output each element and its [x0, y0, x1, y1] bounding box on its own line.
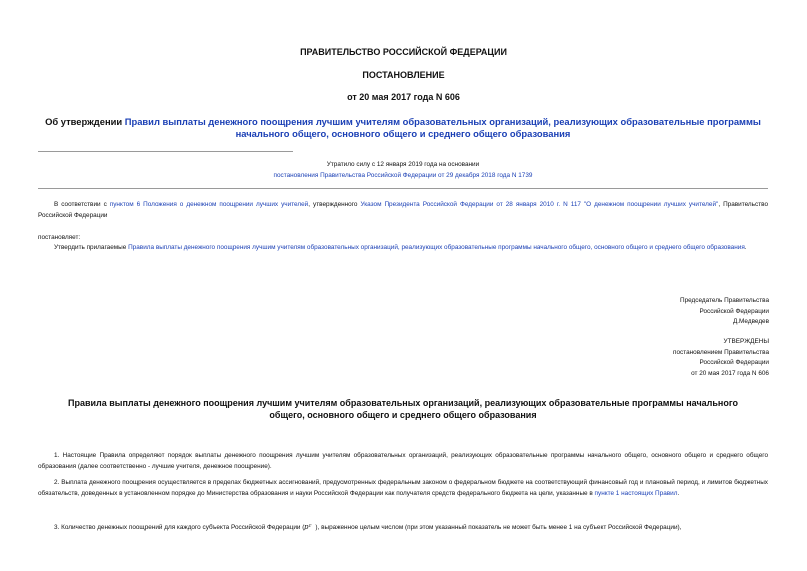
- status-line: Утратило силу с 12 января 2019 года на основании: [326, 161, 480, 168]
- signature-line-2: Российской Федерации: [699, 307, 769, 315]
- formula-symbol-icon: [304, 522, 315, 530]
- preamble-paragraph: [38, 199, 768, 221]
- approved-line-2: постановлением Правительства: [673, 348, 769, 356]
- government-heading: ПРАВИТЕЛЬСТВО РОССИЙСКОЙ ФЕДЕРАЦИИ: [300, 47, 507, 57]
- approved-line-4: от 20 мая 2017 года N 606: [691, 369, 769, 377]
- divider-bottom: [38, 188, 768, 189]
- preamble-link-polozhenie[interactable]: пунктом 6 Положения о денежном поощрении лучших учителей: [109, 201, 309, 208]
- preamble-text-3: , Правительство Российской Федерации: [38, 201, 768, 219]
- decree-text-1: Утвердить прилагаемые: [54, 244, 129, 251]
- signature-line-3: Д.Медведев: [732, 318, 769, 325]
- item-2-link[interactable]: пункте 1 настоящих Правил: [594, 490, 678, 497]
- decree-rules-link[interactable]: Правила выплаты денежного поощрения лучшим учителям образовательных организаций, реализующих образовательные программы начального общего, основного общего и среднего общего образования: [128, 244, 745, 251]
- decree-word: постановляет:: [38, 234, 81, 241]
- rules-item-2: [38, 477, 768, 499]
- title-rules-link[interactable]: Правил выплаты денежного поощрения лучшим учителям образовательных организаций, реализующих образовательные программы начального общего, основного общего и среднего общего образования: [124, 116, 761, 139]
- item-2-end: .: [677, 490, 680, 497]
- rules-item-1: 1. Настоящие Правила определяют порядок выплаты денежного поощрения лучшим учителям образовательных организаций, реализующих образовательные программы начального общего, основного общего и среднего общего образования (далее соответственно - лучшие учителя, денежное поощрение).: [38, 452, 768, 470]
- document-title: [38, 116, 768, 140]
- status-repeal-link[interactable]: постановления Правительства Российской Федерации от 29 декабря 2018 года N 1739: [273, 172, 533, 179]
- svg-text:r: r: [309, 523, 312, 529]
- preamble-link-ukaz[interactable]: Указом Президента Российской Федерации от 28 января 2010 г. N 117 "О денежном поощрении лучших учителей": [360, 201, 719, 208]
- doc-date-number: от 20 мая 2017 года N 606: [347, 92, 460, 102]
- item-3-text: 3. Количество денежных поощрений для каждого субъекта Российской Федерации (: [54, 524, 305, 531]
- rules-title: Правила выплаты денежного поощрения лучшим учителям образовательных организаций, реализующих образовательные программы начального общего, основного общего и среднего общего образования: [68, 398, 738, 420]
- signature-line-1: Председатель Правительства: [680, 297, 769, 304]
- doc-type-heading: ПОСТАНОВЛЕНИЕ: [362, 70, 445, 80]
- divider-top: [38, 151, 293, 152]
- status-note: [38, 159, 768, 181]
- title-prefix: Об утверждении: [45, 116, 125, 127]
- approved-block: [673, 337, 769, 379]
- item-2-text: 2. Выплата денежного поощрения осуществляется в пределах бюджетных ассигнований, предусмотренных федеральным законом о федеральном бюджете на соответствующий финансовый год и плановый период, и лимитов бюджетных обязательств, доведенных в установленном порядке до Министерства образования и науки Российской Федерации как получателя средств федерального бюджета на цели, указанные в: [38, 479, 768, 497]
- signature-block: [680, 296, 769, 328]
- decree-paragraph: [38, 242, 768, 253]
- decree-text-2: .: [744, 244, 747, 251]
- svg-text:p: p: [304, 523, 309, 530]
- rules-item-3: [38, 522, 768, 533]
- preamble-text-1: В соответствии с: [54, 201, 110, 208]
- preamble-text-2: , утвержденного: [308, 201, 361, 208]
- item-3-end: ), выраженное целым числом (при этом указанный показатель не может быть менее 1 на субъект Российской Федерации),: [315, 524, 682, 531]
- approved-line-3: Российской Федерации: [699, 359, 769, 366]
- approved-line-1: УТВЕРЖДЕНЫ: [723, 338, 769, 345]
